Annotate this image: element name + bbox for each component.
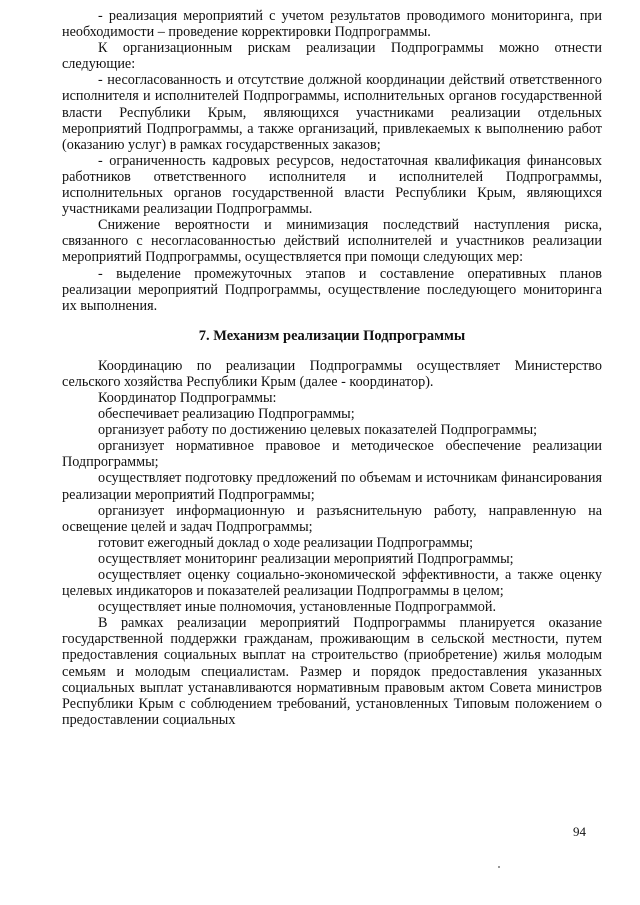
paragraph-duty-9: осуществляет иные полномочия, установленные Подпрограммой. (98, 599, 497, 616)
paragraph-duty-6: готовит ежегодный доклад о ходе реализации Подпрограммы; (98, 534, 474, 551)
paragraph-duty-2: организует работу по достижению целевых показателей Подпрограммы; (98, 422, 538, 439)
paragraph-risk-staff: - ограниченность кадровых ресурсов, недостаточная квалификация финансовых работников ответственного исполнителя и исполнителей Подпрограммы, исполнительных органов государственной власти Республики Крым, являющихся участниками реализации Подпрограммы. (62, 152, 602, 218)
paragraph-duty-5: организует информационную и разъяснительную работу, направленную на освещение целей и задач Подпрограммы; (62, 502, 602, 535)
paragraph-coordinator: Координатор Подпрограммы: (98, 389, 277, 406)
paragraph-duty-3: организует нормативное правовое и методическое обеспечение реализации Подпрограммы; (62, 438, 602, 471)
paragraph-duty-7: осуществляет мониторинг реализации мероприятий Подпрограммы; (98, 550, 514, 567)
scan-speck (498, 866, 500, 868)
document-page (62, 8, 602, 728)
paragraph-duty-4: осуществляет подготовку предложений по объемам и источникам финансирования реализации мероприятий Подпрограммы; (62, 470, 602, 503)
paragraph-coordination: Координацию по реализации Подпрограммы осуществляет Министерство сельского хозяйства Республики Крым (далее - координатор). (62, 357, 602, 390)
section-heading: 7. Механизм реализации Подпрограммы (198, 327, 466, 344)
paragraph-social-support: В рамках реализации мероприятий Подпрограммы планируется оказание государственной поддержки гражданам, проживающим в сельской местности, путем предоставления социальных выплат на строительство (приобретение) жилья молодым семьям и молодым специалистам. Размер и порядок предоставления указанных социальных выплат устанавливаются нормативным правовым актом Совета министров Республики Крым с соблюдением требований, установленных Типовым положением о предоставлении социальных (62, 615, 602, 728)
paragraph-measures: - выделение промежуточных этапов и составление оперативных планов реализации мероприятий Подпрограммы, осуществление последующего мониторинга их выполнения. (62, 265, 602, 314)
paragraph-duty-8: осуществляет оценку социально-экономической эффективности, а также оценку целевых индикаторов и показателей реализации Подпрограммы в целом; (62, 567, 602, 600)
paragraph-risk-mitigation: Снижение вероятности и минимизация последствий наступления риска, связанного с несогласованностью действий исполнителей и участников реализации мероприятий Подпрограммы, осуществляется при помощи следующих мер: (62, 217, 602, 266)
paragraph-duty-1: обеспечивает реализацию Подпрограммы; (98, 406, 355, 423)
paragraph-monitoring: - реализация мероприятий с учетом результатов проводимого мониторинга, при необходимости – проведение корректировки Подпрограммы. (62, 8, 602, 41)
paragraph-risk-coordination: - несогласованность и отсутствие должной координации действий ответственного исполнителя и исполнителей Подпрограммы, исполнительных органов государственной власти Республики Крым, являющихся участниками реализации отдельных мероприятий Подпрограммы, а также организаций, привлекаемых к выполнению работ (оказанию услуг) в рамках государственных заказов; (62, 72, 602, 153)
paragraph-org-risks-intro: К организационным рискам реализации Подпрограммы можно отнести следующие: (62, 40, 602, 73)
page-number: 94 (573, 824, 586, 839)
